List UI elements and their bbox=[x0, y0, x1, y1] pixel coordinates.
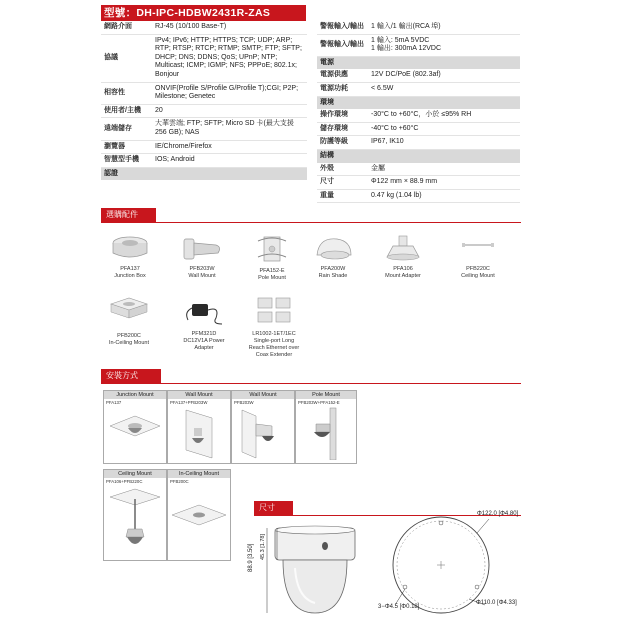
dimension-diameter-inner: Φ110.0 [Φ4.33] bbox=[476, 600, 517, 606]
model-title: 型號：DH-IPC-HDBW2431R-ZAS bbox=[101, 5, 306, 21]
mount-hole-icon bbox=[403, 585, 407, 589]
dimensions-title: 尺寸 bbox=[254, 501, 293, 515]
install-panel-header: Junction Mount bbox=[104, 391, 166, 399]
spec-key: 瀏覽器 bbox=[101, 140, 152, 154]
spec-value: 0.47 kg (1.04 lb) bbox=[368, 189, 520, 203]
spec-section-cert bbox=[101, 167, 307, 180]
accessory-pfb220c bbox=[450, 233, 506, 280]
spec-row bbox=[101, 21, 307, 34]
install-panel-header: Wall Mount bbox=[168, 391, 230, 399]
camera-side-view bbox=[245, 518, 375, 616]
section-label: 電源 bbox=[317, 56, 520, 69]
install-panel-header: Pole Mount bbox=[296, 391, 356, 399]
installation-divider bbox=[101, 383, 521, 384]
spec-value: 20 bbox=[152, 104, 307, 118]
spec-key: 尺寸 bbox=[317, 176, 368, 190]
dimension-diameter-outer: Φ122.0 [Φ4.80] bbox=[477, 511, 519, 517]
accessory-pfb200c bbox=[102, 294, 156, 347]
mount-hole-icon bbox=[439, 521, 443, 525]
spec-value: < 6.5W bbox=[368, 82, 520, 96]
accessory-desc: Single-port Long Reach Ethernet over Coax Extender bbox=[248, 338, 300, 358]
spec-row bbox=[101, 140, 307, 154]
accessory-desc: In-Ceiling Mount bbox=[108, 340, 150, 346]
spec-key: 電源供應 bbox=[317, 69, 368, 82]
spec-row bbox=[317, 163, 520, 176]
spec-row bbox=[317, 21, 520, 34]
install-panel-sub: PFA106+PFB220C bbox=[106, 479, 143, 484]
accessory-model: PFM321D bbox=[191, 331, 217, 337]
spec-value: -30°C to +60°C，小於 ≤95% RH bbox=[368, 109, 520, 122]
accessory-pfa200w bbox=[307, 233, 359, 280]
spec-table-left bbox=[101, 21, 307, 180]
ceiling-mount-diagram-icon bbox=[104, 485, 166, 557]
accessory-desc: Rain Shade bbox=[318, 273, 348, 279]
junction-box-icon bbox=[110, 233, 150, 263]
section-label: 環境 bbox=[317, 96, 520, 109]
spec-value: IOS; Android bbox=[152, 154, 307, 168]
spec-key: 遠端儲存 bbox=[101, 118, 152, 140]
wall-mount-direct-diagram-icon bbox=[232, 406, 294, 460]
spec-value: 1 輸入: 5mA 5VDC 1 輸出: 300mA 12VDC bbox=[368, 34, 520, 56]
in-ceiling-mount-diagram-icon bbox=[168, 485, 230, 557]
accessory-pfb203w bbox=[176, 233, 228, 280]
spec-key: 儲存環境 bbox=[317, 122, 368, 136]
section-label: 結構 bbox=[317, 149, 520, 162]
spec-key: 警報輸入/輸出 bbox=[317, 34, 368, 56]
mount-adapter-icon bbox=[383, 233, 423, 263]
accessory-model: PFA106 bbox=[393, 266, 413, 272]
junction-mount-diagram-icon bbox=[104, 406, 166, 460]
install-panel-in-ceiling bbox=[167, 469, 231, 561]
spec-value: ONVIF(Profile S/Profile G/Profile T);CGI; P2P; Milestone; Genetec bbox=[152, 82, 307, 104]
wall-mount-icon bbox=[180, 233, 224, 263]
spec-row bbox=[101, 118, 307, 140]
in-ceiling-mount-icon bbox=[107, 294, 151, 330]
accessory-model: PFA152-E bbox=[259, 268, 285, 274]
coax-extender-icon bbox=[252, 294, 296, 328]
spec-value: 1 輸入/1 輸出(RCA 埠) bbox=[368, 21, 520, 34]
pole-mount-diagram-icon bbox=[296, 406, 356, 460]
accessory-desc: Wall Mount bbox=[188, 273, 216, 279]
screw-icon bbox=[322, 542, 328, 550]
accessory-pfa137 bbox=[104, 233, 156, 280]
spec-section-structure bbox=[317, 149, 520, 162]
install-panel-header: Wall Mount bbox=[232, 391, 294, 399]
spec-value: 大華雲端; FTP; SFTP; Micro SD 卡(最大支援 256 GB); NAS bbox=[152, 118, 307, 140]
mount-hole-icon bbox=[475, 585, 479, 589]
dimension-height-total: 88.9 [3.50] bbox=[248, 543, 254, 572]
spec-value: Φ122 mm × 88.9 mm bbox=[368, 176, 520, 190]
spec-key: 電源功耗 bbox=[317, 82, 368, 96]
rain-shade-icon bbox=[311, 233, 355, 263]
spec-key: 網路介面 bbox=[101, 21, 152, 34]
section-label: 認證 bbox=[101, 167, 307, 180]
spec-row bbox=[101, 82, 307, 104]
spec-row bbox=[101, 154, 307, 168]
install-panel-sub: PFA137 bbox=[106, 400, 122, 405]
accessory-model: PFA200W bbox=[320, 266, 346, 272]
install-panel-sub: PFB203W bbox=[234, 400, 254, 405]
spec-row bbox=[317, 34, 520, 56]
spec-row bbox=[317, 69, 520, 82]
power-adapter-icon bbox=[182, 294, 226, 328]
accessories-divider bbox=[101, 222, 521, 223]
install-panel-sub: PFB203W+PFA152-E bbox=[298, 400, 340, 405]
install-panel-header: Ceiling Mount bbox=[104, 470, 166, 478]
accessory-pfm321d bbox=[176, 294, 232, 352]
install-panel-header: In-Ceiling Mount bbox=[168, 470, 230, 478]
accessory-desc: Ceiling Mount bbox=[461, 273, 495, 279]
spec-key: 操作環境 bbox=[317, 109, 368, 122]
spec-section-power bbox=[317, 56, 520, 69]
accessory-desc: Mount Adapter bbox=[385, 273, 421, 279]
spec-value: 金屬 bbox=[368, 163, 520, 176]
install-panel-sub: PFA137+PFB203W bbox=[170, 400, 208, 405]
installation-title: 安裝方式 bbox=[101, 369, 161, 383]
accessory-model: PFB200C bbox=[117, 333, 141, 339]
spec-row bbox=[317, 82, 520, 96]
spec-row bbox=[317, 136, 520, 150]
spec-value: IE/Chrome/Firefox bbox=[152, 140, 307, 154]
spec-row bbox=[317, 189, 520, 203]
spec-key: 使用者/主機 bbox=[101, 104, 152, 118]
spec-value: IPv4; IPv6; HTTP; HTTPS; TCP; UDP; ARP; RTP; RTSP; RTCP; RTMP; SMTP; FTP; SFTP; DHCP; DNS; DDNS; QoS; UPnP; NTP; Multicast; ICMP; IGMP; NFS; PPPoE; 802.1x; Bonjour bbox=[152, 34, 307, 82]
accessory-model: PFA137 bbox=[120, 266, 140, 272]
accessory-desc: Junction Box bbox=[114, 273, 146, 279]
spec-row bbox=[317, 176, 520, 190]
spec-key: 警報輸入/輸出 bbox=[317, 21, 368, 34]
spec-table-right bbox=[317, 21, 520, 203]
spec-key: 協議 bbox=[101, 34, 152, 82]
spec-key: 智慧型手機 bbox=[101, 154, 152, 168]
install-panel-ceiling bbox=[103, 469, 167, 561]
ceiling-mount-icon bbox=[458, 233, 498, 263]
install-panel-sub: PFB200C bbox=[170, 479, 189, 484]
accessory-model: LR1002-1ET/1EC bbox=[252, 331, 296, 337]
install-panel-wall-2 bbox=[231, 390, 295, 464]
accessories-title: 選購配件 bbox=[101, 208, 156, 222]
spec-value: IP67, IK10 bbox=[368, 136, 520, 150]
dimension-height-dome: 45.3 [1.78] bbox=[260, 534, 266, 560]
pole-mount-icon bbox=[254, 233, 290, 265]
spec-key: 防護等級 bbox=[317, 136, 368, 150]
camera-dome-shape bbox=[283, 560, 347, 613]
accessory-model: PFB203W bbox=[189, 266, 215, 272]
accessory-pfa106 bbox=[375, 233, 431, 280]
spec-key: 相容性 bbox=[101, 82, 152, 104]
accessory-lr1002 bbox=[246, 294, 302, 359]
spec-value: -40°C to +60°C bbox=[368, 122, 520, 136]
spec-row bbox=[317, 109, 520, 122]
spec-row bbox=[101, 34, 307, 82]
spec-key: 外殼 bbox=[317, 163, 368, 176]
accessory-pfa152e bbox=[246, 233, 298, 282]
wall-mount-diagram-icon bbox=[168, 406, 230, 460]
accessory-desc: Pole Mount bbox=[258, 275, 286, 281]
spec-value: RJ-45 (10/100 Base-T) bbox=[152, 21, 307, 34]
spec-section-environment bbox=[317, 96, 520, 109]
install-panel-wall-1 bbox=[167, 390, 231, 464]
dimension-holes: 3−Φ4.5 [Φ0.18] bbox=[378, 604, 420, 610]
spec-row bbox=[101, 104, 307, 118]
accessory-model: PFB220C bbox=[466, 266, 490, 272]
install-panel-pole bbox=[295, 390, 357, 464]
spec-row bbox=[317, 122, 520, 136]
spec-key: 重量 bbox=[317, 189, 368, 203]
install-panel-junction bbox=[103, 390, 167, 464]
accessory-desc: DC12V1A Power Adapter bbox=[183, 338, 225, 351]
spec-value: 12V DC/PoE (802.3af) bbox=[368, 69, 520, 82]
